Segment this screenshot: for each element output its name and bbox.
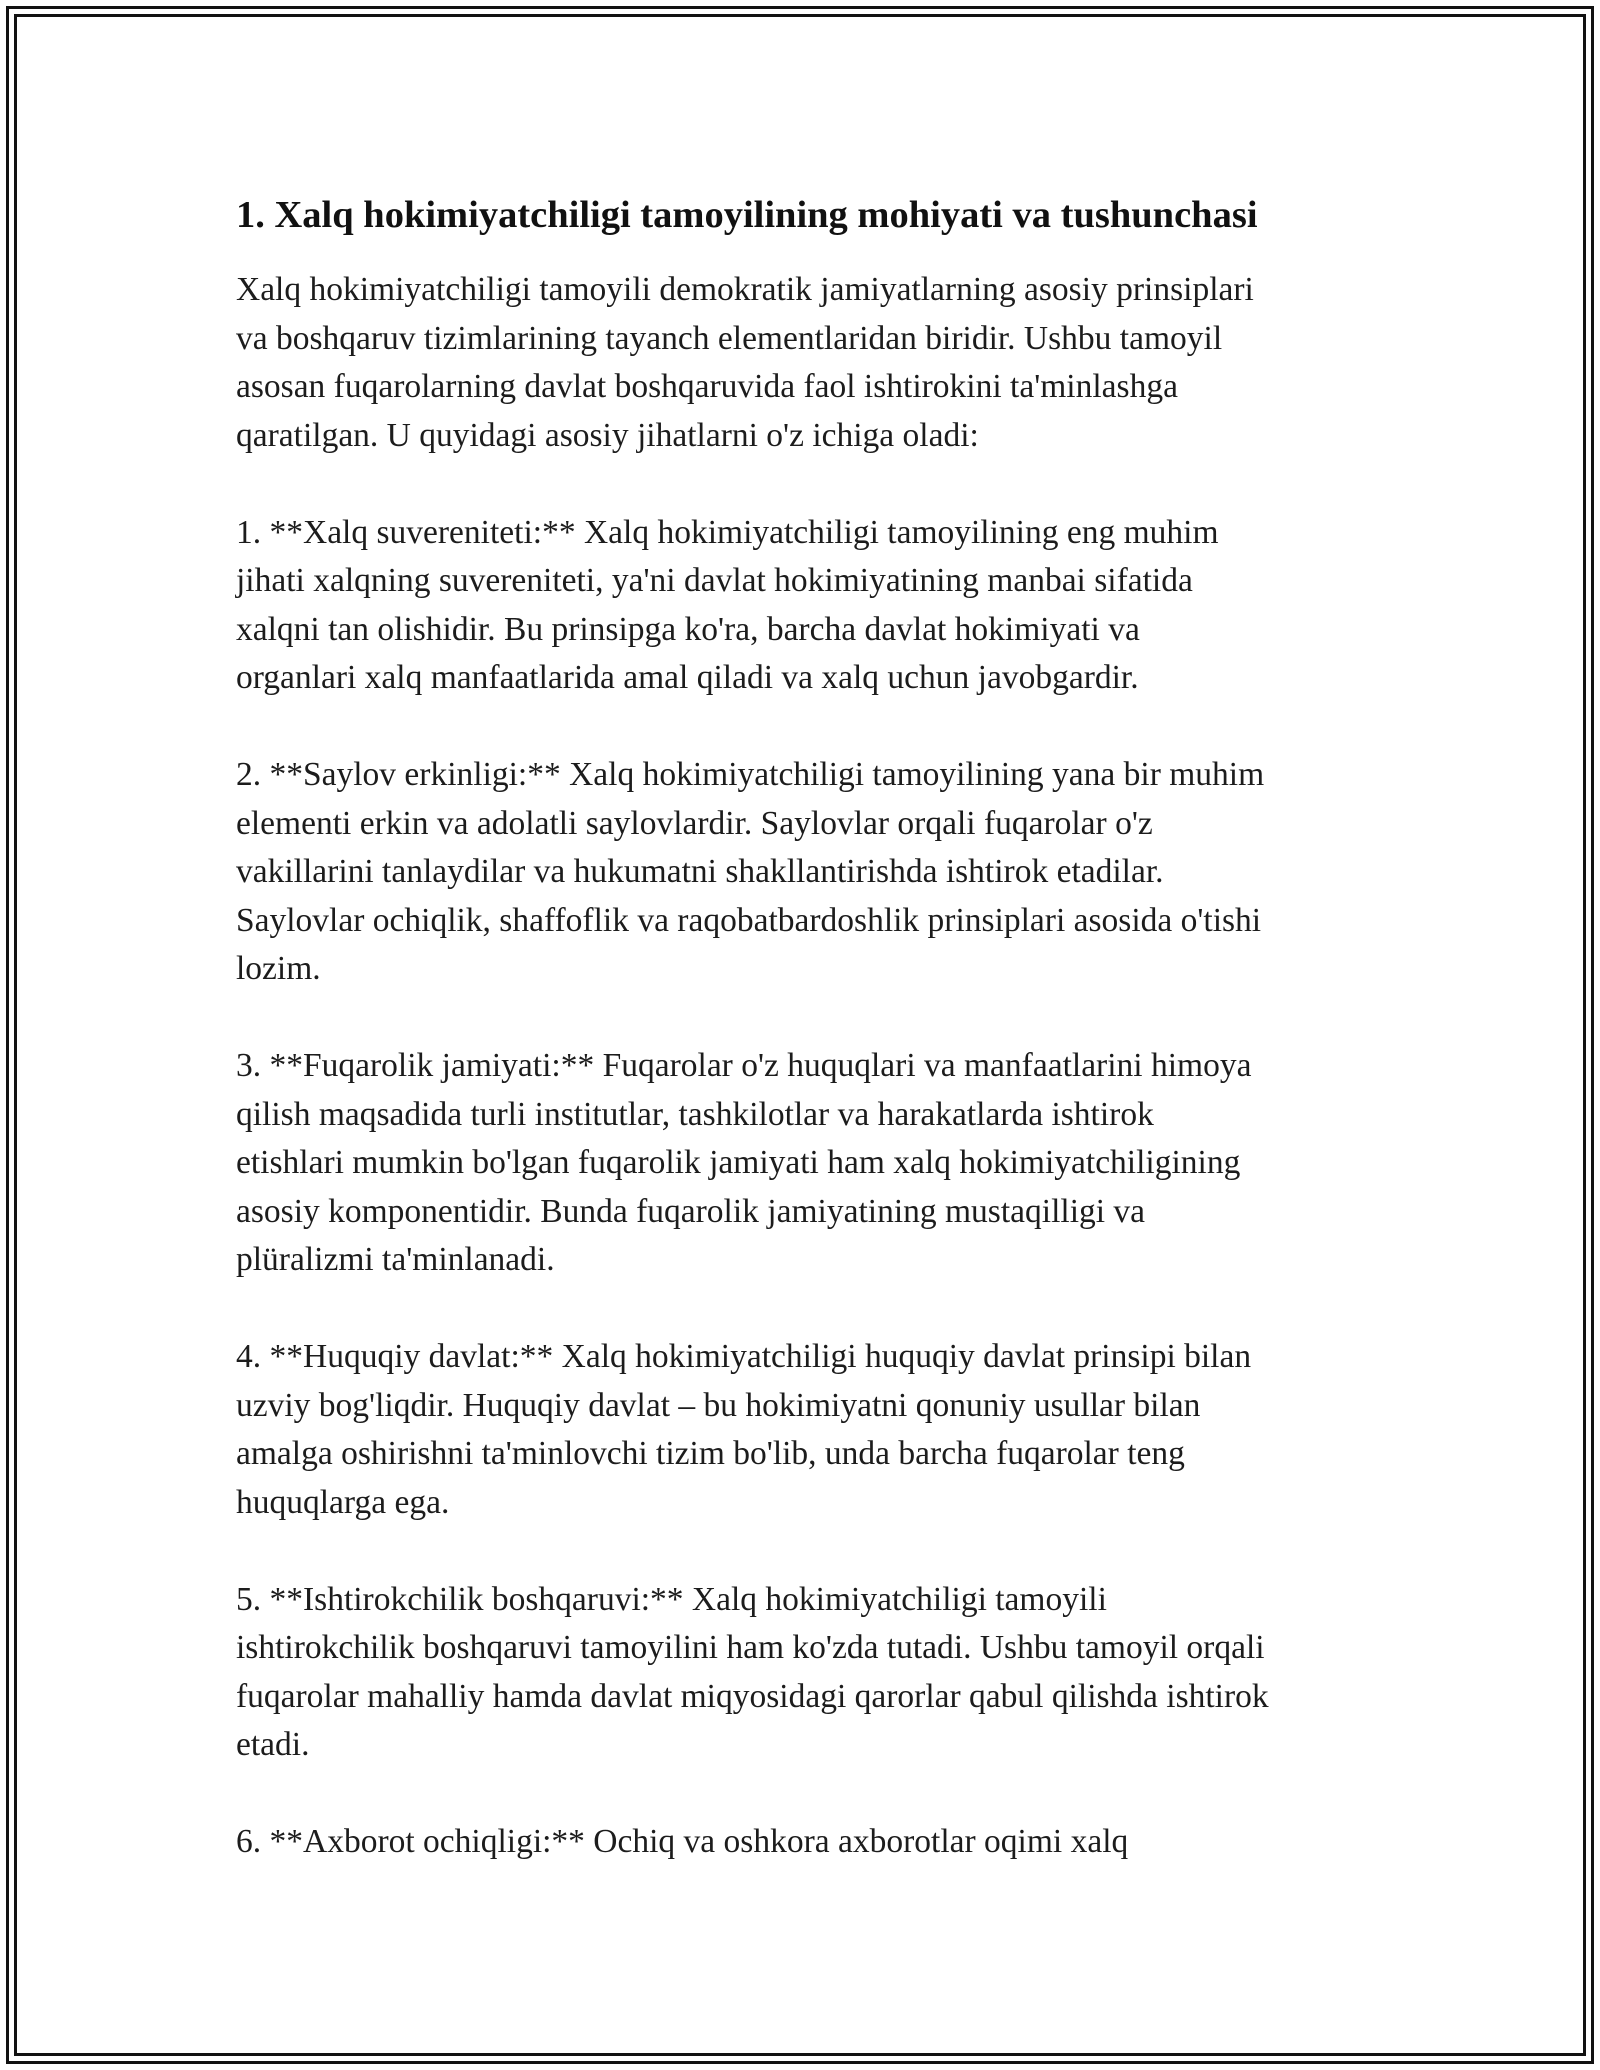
text-line: 4. **Huquqiy davlat:** Xalq hokimiyatchiligi huquqiy davlat prinsipi bilan [236,1338,1252,1375]
point-information-openness [236,1818,1386,1867]
text-line: 5. **Ishtirokchilik boshqaruvi:** Xalq hokimiyatchiligi tamoyili [236,1580,1107,1618]
text-line: Saylovlar ochiqlik, shaffoflik va raqobatbardoshlik prinsiplari asosida o'tishi [236,901,1262,939]
text-line: xalqni tan olishidir. Bu prinsipga ko'ra, barcha davlat hokimiyati va [236,610,1140,648]
point-civil-society [236,1042,1386,1285]
text-line: 3. **Fuqarolik jamiyati:** Fuqarolar o'z huquqlari va manfaatlarini himoya [236,1047,1252,1084]
text-line: ishtirokchilik boshqaruvi tamoyilini ham ko'zda tutadi. Ushbu tamoyil orqali [236,1629,1265,1666]
text-line: amalga oshirishni ta'minlovchi tizim bo'lib, unda barcha fuqarolar teng [236,1435,1185,1472]
point-rule-of-law [236,1333,1386,1527]
text-line: fuqarolar mahalliy hamda davlat miqyosidagi qarorlar qabul qilishda ishtirok [236,1677,1269,1715]
intro-paragraph [236,266,1386,460]
point-election-freedom [236,751,1386,994]
text-line: 2. **Saylov erkinligi:** Xalq hokimiyatchiligi tamoyilining yana bir muhim [236,756,1265,793]
text-line: vakillarini tanlaydilar va hukumatni shakllantirishda ishtirok etadilar. [236,853,1164,890]
text-line: etishlari mumkin bo'lgan fuqarolik jamiyati ham xalq hokimiyatchiligining [236,1144,1241,1181]
text-line: 1. **Xalq suvereniteti:** Xalq hokimiyatchiligi tamoyilining eng muhim [236,513,1219,551]
document-body [236,188,1386,1867]
text-line: qaratilgan. U quyidagi asosiy jihatlarni o'z ichiga oladi: [236,416,979,454]
text-line: etadi. [236,1726,310,1763]
text-line: asosiy komponentidir. Bunda fuqarolik jamiyatining mustaqilligi va [236,1192,1146,1230]
text-line: qilish maqsadida turli institutlar, tashkilotlar va harakatlarda ishtirok [236,1095,1154,1133]
point-people-sovereignty [236,509,1386,703]
text-line: plüralizmi ta'minlanadi. [236,1241,555,1278]
text-line: 6. **Axborot ochiqligi:** Ochiq va oshkora axborotlar oqimi xalq [236,1823,1129,1860]
text-line: uzviy bog'liqdir. Huquqiy davlat – bu hokimiyatni qonuniy usullar bilan [236,1386,1201,1424]
text-line: asosan fuqarolarning davlat boshqaruvida faol ishtirokini ta'minlashga [236,368,1178,405]
text-line: huquqlarga ega. [236,1483,450,1521]
text-line: va boshqaruv tizimlarining tayanch elementlaridan biridir. Ushbu tamoyil [236,319,1223,357]
text-line: Xalq hokimiyatchiligi tamoyili demokratik jamiyatlarning asosiy prinsiplari [236,271,1254,308]
document-title: 1. Xalq hokimiyatchiligi tamoyilining mohiyati va tushunchasi [236,194,1258,236]
text-line: lozim. [236,950,321,987]
point-participatory-governance [236,1576,1386,1770]
text-line: organlari xalq manfaatlarida amal qiladi va xalq uchun javobgardir. [236,659,1139,696]
text-line: jihati xalqning suvereniteti, ya'ni davlat hokimiyatining manbai sifatida [236,562,1193,599]
text-line: elementi erkin va adolatli saylovlardir. Saylovlar orqali fuqarolar o'z [236,804,1153,842]
